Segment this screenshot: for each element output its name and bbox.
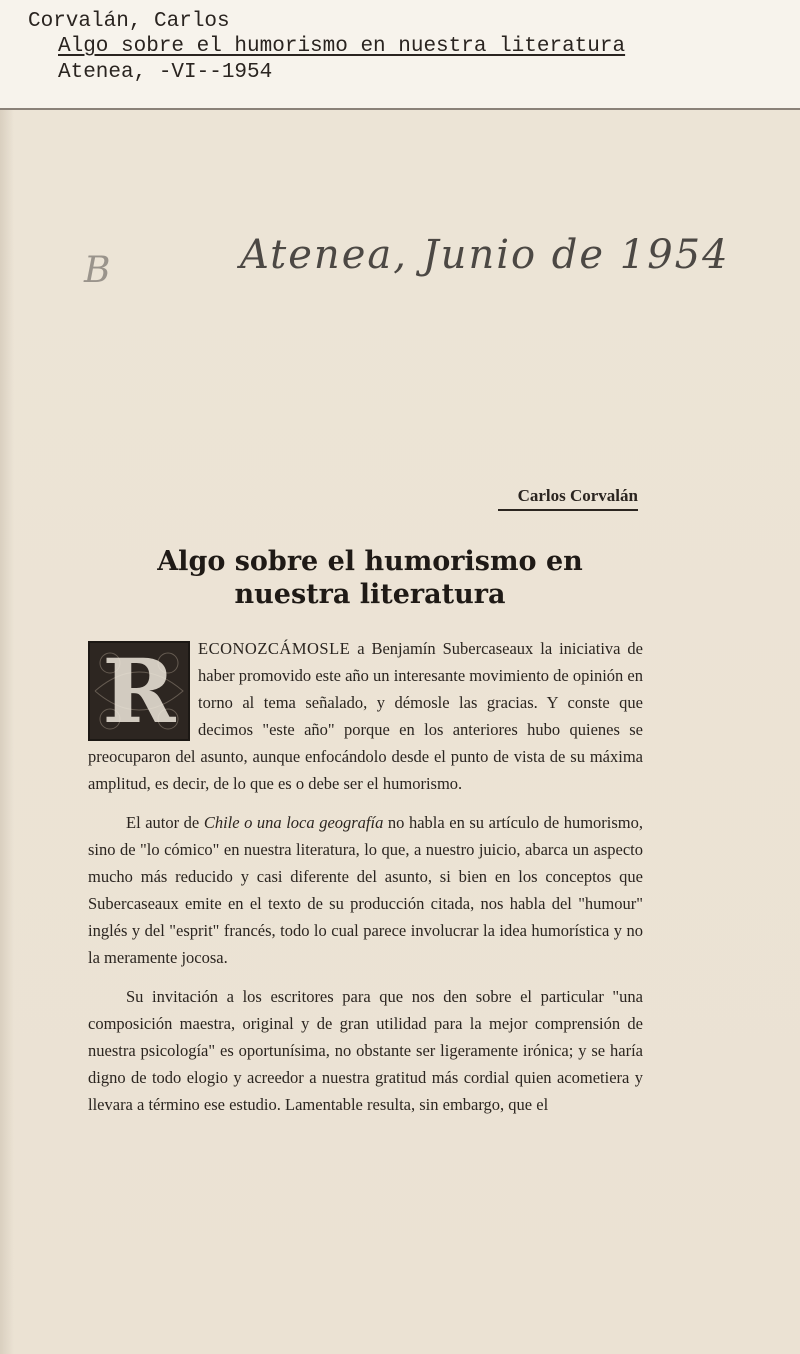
paragraph-1 <box>88 635 643 797</box>
paragraph-1-text: a Benjamín Subercaseaux la iniciativa de haber promovido este año un interesante movimiento de opinión en torno al tema señalado, y démosle las gracias. Y conste que decimos "este año" porque en los anteriores hubo quienes se preocuparon del asunto, aunque enfocándolo desde el punto de vista de su máxima amplitud, es decir, de lo que es o debe ser el humorismo. <box>88 639 643 793</box>
paragraph-2-text: no habla en su artículo de humorismo, sino de "lo cómico" en nuestra literatura, lo que, a nuestro juicio, abarca un aspecto mucho más reducido y casi diferente del asunto, si bien en los conceptos que Subercaseaux emite en el texto de su producción citada, nos habla del "humour" inglés y del "esprit" francés, todo lo cual parece involucrar la idea humorística y no la meramente jocosa. <box>88 813 643 967</box>
drop-cap-ornament <box>88 641 190 741</box>
page-edge-shadow <box>0 110 14 1354</box>
drop-cap-letter: R <box>102 639 176 743</box>
card-author: Corvalán, Carlos <box>28 10 230 33</box>
article-title <box>90 545 650 611</box>
article-author: Carlos Corvalán <box>498 486 638 511</box>
paragraph-2-start: El autor de <box>126 813 204 832</box>
article-body <box>88 635 643 1118</box>
paragraph-1-lead: ECONOZCÁMOSLE <box>198 639 351 658</box>
index-card <box>0 0 800 110</box>
title-line-1: Algo sobre el humorismo en <box>157 546 583 577</box>
card-title: Algo sobre el humorismo en nuestra literatura <box>58 35 626 58</box>
card-source: Atenea, -VI--1954 <box>58 61 273 84</box>
title-line-2: nuestra literatura <box>234 579 506 610</box>
paragraph-2 <box>88 809 643 971</box>
handwritten-note: Atenea, Junio de 1954 <box>240 232 730 278</box>
pencil-mark: B <box>84 250 111 291</box>
paragraph-3: Su invitación a los escritores para que nos den sobre el particular "una composición maestra, original y de gran utilidad para la mejor comprensión de nuestra psicología" es oportunísima, no obstante ser ligeramente irónica; y se haría digno de todo elogio y acreedor a nuestra gratitud más cordial quien acometiera y llevara a término ese estudio. Lamentable resulta, sin embargo, que el <box>88 987 643 1114</box>
book-title: Chile o una loca geografía <box>203 813 384 832</box>
